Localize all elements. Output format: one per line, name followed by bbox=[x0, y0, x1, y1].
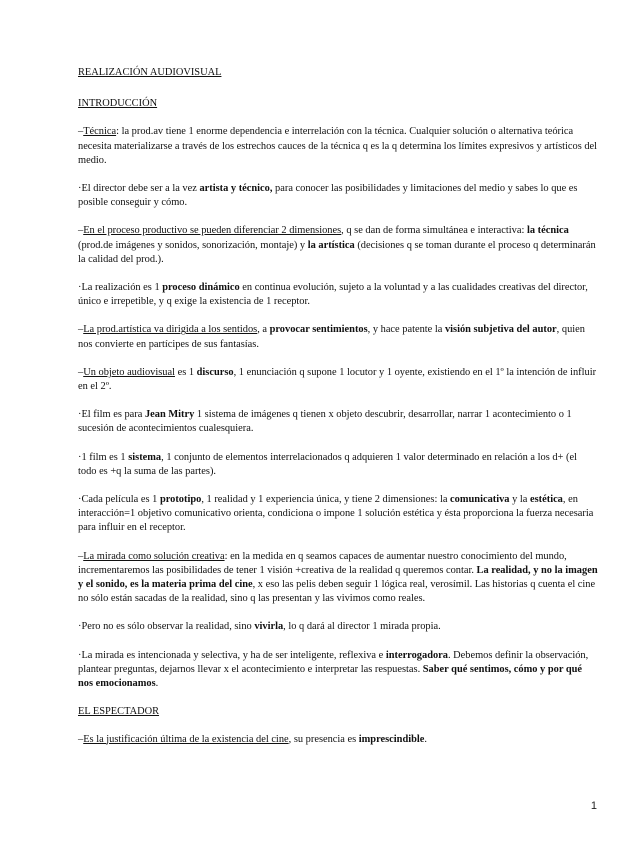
bold-term: estética bbox=[530, 494, 563, 506]
text-span: , su presencia es bbox=[288, 733, 359, 745]
text-span: . bbox=[155, 678, 159, 690]
paragraph-mirada-creativa bbox=[78, 550, 598, 607]
text-span: (decisiones q se toman durante el proceso q determinarán la calidad del prod.). bbox=[78, 239, 596, 265]
bold-term: la técnica bbox=[526, 225, 569, 237]
bold-term: Saber qué sentimos, cómo y por qué nos emocionamos bbox=[78, 663, 583, 690]
bold-term: artista y técnico, bbox=[199, 183, 273, 195]
underlined-term: En el proceso productivo se pueden diferenciar 2 dimensiones bbox=[83, 225, 342, 237]
text-span: – bbox=[78, 366, 84, 378]
text-span: ·1 film es 1 bbox=[78, 451, 129, 463]
bold-term: provocar sentimientos bbox=[269, 324, 368, 336]
text-span: , 1 enunciación q supone 1 locutor y 1 oyente, existiendo en el 1º la intención de influir en el 2º. bbox=[78, 366, 597, 393]
underlined-term: La mirada como solución creativa bbox=[83, 550, 225, 562]
underlined-term: La prod.artística va dirigida a los sentidos bbox=[83, 324, 258, 336]
bold-term: discurso bbox=[196, 366, 234, 378]
text-span: ·La mirada es intencionada y selectiva, y ha de ser inteligente, reflexiva e bbox=[78, 649, 386, 661]
underlined-term: Un objeto audiovisual bbox=[83, 366, 175, 378]
bold-term: proceso dinámico bbox=[162, 282, 240, 294]
paragraph-tecnica bbox=[78, 125, 598, 168]
bold-term: la artística bbox=[307, 239, 355, 251]
document-title: REALIZACIÓN AUDIOVISUAL bbox=[78, 67, 222, 78]
text-span: , quien nos convierte en partícipes de sus fantasías. bbox=[78, 324, 585, 350]
paragraph-prototipo bbox=[78, 493, 598, 536]
text-span: , 1 realidad y 1 experiencia única, y tiene 2 dimensiones: la bbox=[201, 494, 451, 506]
text-span: , y hace patente la bbox=[367, 324, 445, 336]
page-number: 1 bbox=[590, 800, 597, 812]
bold-term: vivirla bbox=[254, 621, 284, 633]
text-span: : en la medida en q seamos capaces de aumentar nuestro conocimiento del mundo, incrementaremos las posibilidades de tener 1 visión +creativa de la realidad q queremos contar. bbox=[78, 550, 567, 576]
bold-term: prototipo bbox=[159, 494, 202, 506]
text-span: ·Pero no es sólo observar la realidad, sino bbox=[78, 621, 255, 633]
text-span: ·El film es para bbox=[78, 409, 145, 421]
paragraph-mirada-intencionada bbox=[78, 649, 598, 692]
paragraph-dimensiones bbox=[78, 224, 598, 267]
text-span: – bbox=[78, 126, 84, 138]
bold-term: interrogadora bbox=[385, 649, 448, 661]
text-span: 1 sistema de imágenes q tienen x objeto descubrir, desarrollar, narrar 1 acontecimiento o 1 sucesión de acontecimientos cualesquiera. bbox=[78, 409, 572, 435]
bold-term: visión subjetiva del autor bbox=[444, 324, 557, 336]
bold-term: comunicativa bbox=[450, 494, 510, 506]
text-span: ·El director debe ser a la vez bbox=[78, 183, 200, 195]
text-span: (prod.de imágenes y sonidos, sonorización, montaje) y bbox=[78, 239, 308, 251]
paragraph-sistema bbox=[78, 451, 598, 479]
text-span: : la prod.av tiene 1 enorme dependencia e interrelación con la técnica. Cualquier solución o alternativa teórica necesita materializarse a través de los estrechos cauces de la técnica q es la q determina los límites expresivos y artísticos del medio. bbox=[78, 126, 598, 166]
text-span: para conocer las posibilidades y limitaciones del medio y sabes lo que es posible conseguir y cómo. bbox=[78, 183, 578, 209]
paragraph-justificacion bbox=[78, 733, 598, 747]
bold-term: imprescindible bbox=[358, 733, 425, 745]
text-span: . bbox=[424, 733, 427, 745]
text-span: es 1 bbox=[174, 366, 197, 378]
underlined-term: Es la justificación última de la existencia del cine bbox=[83, 733, 289, 745]
paragraph-prod-artistica bbox=[78, 323, 598, 351]
paragraph-jean-mitry bbox=[78, 408, 598, 436]
text-span: – bbox=[78, 225, 84, 237]
paragraph-proceso-dinamico bbox=[78, 281, 598, 309]
text-span: , q se dan de forma simultánea e interactiva: bbox=[341, 225, 527, 237]
text-span: . Debemos definir la observación, plantear preguntas, dejarnos llevar x el acontecimiento e interpretar las respuestas. bbox=[78, 649, 589, 675]
text-span: ·La realización es 1 bbox=[78, 282, 163, 294]
text-span: – bbox=[78, 324, 84, 336]
section-heading-espectador: EL ESPECTADOR bbox=[78, 706, 160, 718]
bold-term: Jean Mitry bbox=[144, 409, 195, 421]
text-span: , x eso las pelis deben seguir 1 lógica real, verosímil. Las historias q cuenta el cine no sólo están sacadas de la realidad, sino q las presentan y las vivimos como reales. bbox=[78, 579, 596, 605]
text-span: , en interacción=1 objetivo comunicativo orienta, condiciona o impone 1 solución estética y ésta proporciona la fuerza necesaria para influir en el receptor. bbox=[78, 494, 594, 534]
text-span: en continua evolución, sujeto a la voluntad y a las cualidades creativas del director, único e irrepetible, y q exige la existencia de 1 receptor. bbox=[78, 282, 588, 308]
section-heading-introduccion: INTRODUCCIÓN bbox=[78, 98, 158, 110]
paragraph-objeto-audiovisual bbox=[78, 366, 598, 394]
text-span: , a bbox=[257, 324, 270, 336]
text-span: ·Cada película es 1 bbox=[78, 494, 160, 506]
paragraph-vivirla bbox=[78, 620, 598, 634]
underlined-term: Técnica bbox=[83, 126, 117, 138]
text-span: y la bbox=[509, 494, 530, 506]
text-span: , lo q dará al director 1 mirada propia. bbox=[283, 621, 441, 633]
bold-term: sistema bbox=[128, 451, 162, 463]
text-span: – bbox=[78, 550, 84, 562]
text-span: , 1 conjunto de elementos interrelacionados q adquieren 1 valor determinado en relación a los d+ (el todo es +q la suma de las partes). bbox=[78, 451, 577, 477]
document-body bbox=[78, 66, 598, 761]
bold-term: La realidad, y no la imagen y el sonido, es la materia prima del cine bbox=[78, 564, 598, 591]
text-span: – bbox=[78, 733, 84, 745]
paragraph-director bbox=[78, 182, 598, 210]
